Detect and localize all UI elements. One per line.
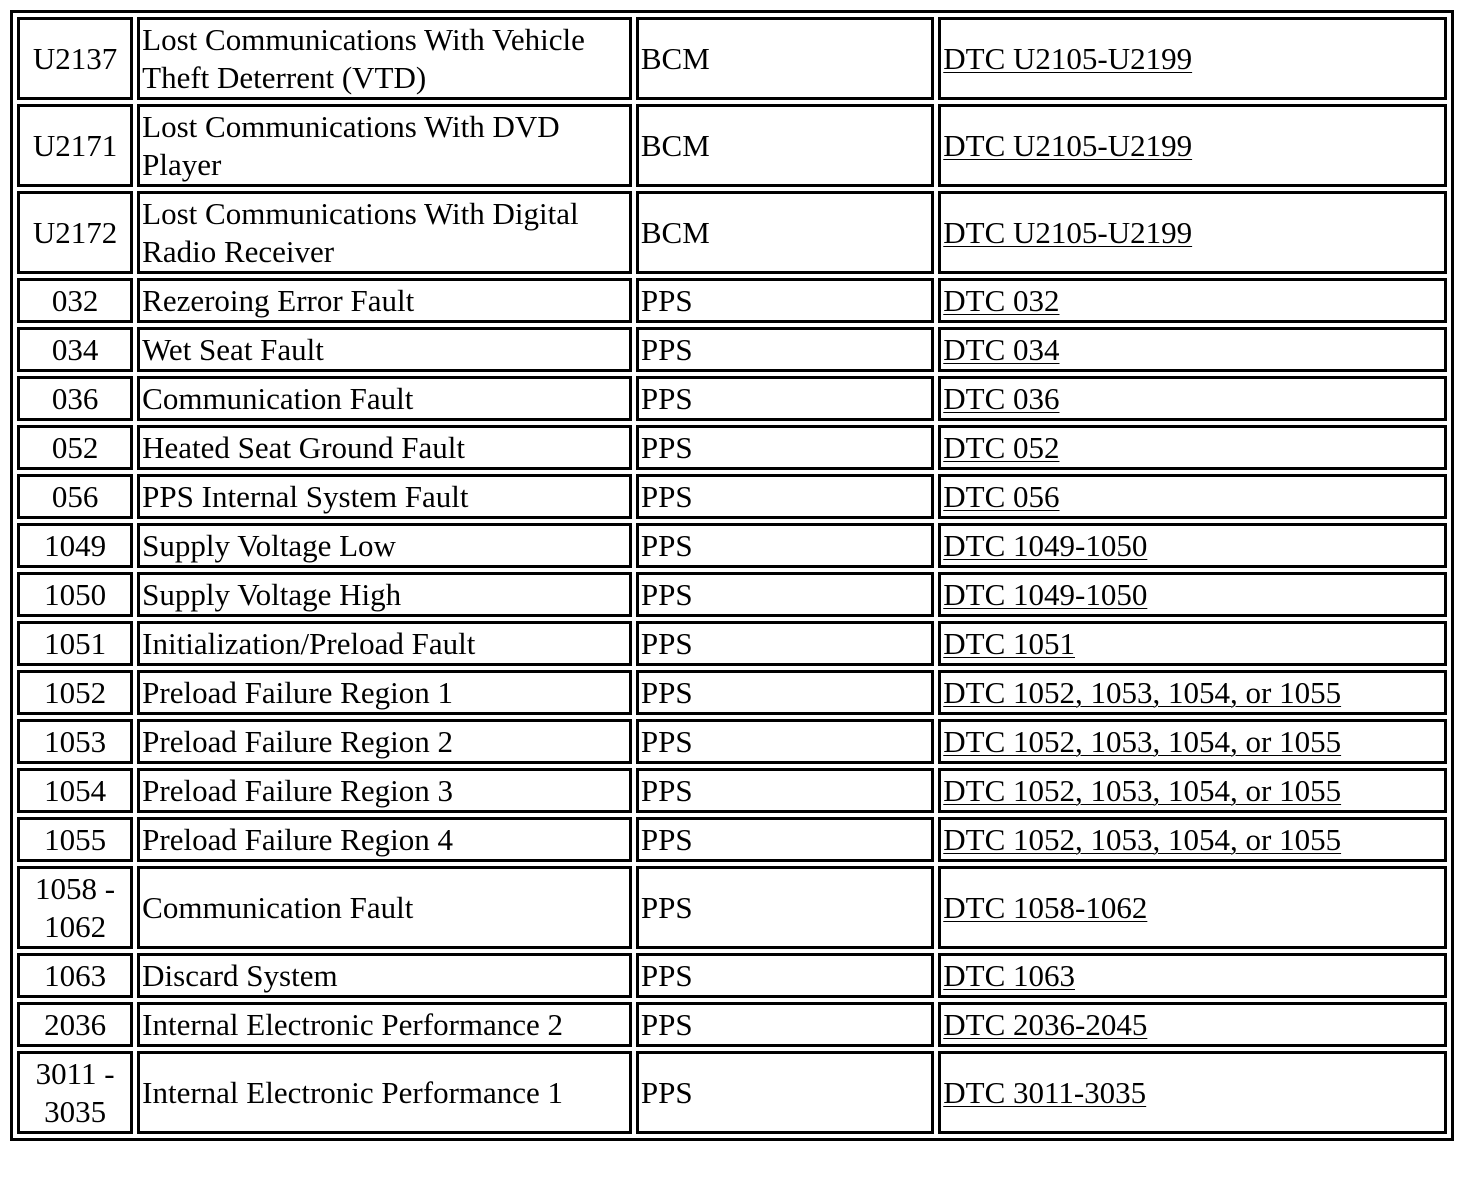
dtc-reference-cell	[938, 621, 1447, 666]
dtc-reference-link[interactable]: DTC 1058-1062	[943, 889, 1148, 925]
dtc-module: BCM	[636, 17, 934, 100]
dtc-module: PPS	[636, 670, 934, 715]
table-row	[17, 425, 1447, 470]
table-row	[17, 278, 1447, 323]
dtc-code: 2036	[17, 1002, 133, 1047]
dtc-reference-cell	[938, 1051, 1447, 1134]
table-row	[17, 670, 1447, 715]
dtc-reference-cell	[938, 670, 1447, 715]
dtc-module: PPS	[636, 278, 934, 323]
dtc-reference-cell	[938, 327, 1447, 372]
dtc-reference-cell	[938, 523, 1447, 568]
table-row	[17, 817, 1447, 862]
dtc-reference-link[interactable]: DTC 052	[943, 429, 1060, 465]
dtc-code: 1054	[17, 768, 133, 813]
dtc-description: Wet Seat Fault	[137, 327, 632, 372]
dtc-description: Communication Fault	[137, 376, 632, 421]
dtc-reference-link[interactable]: DTC 034	[943, 331, 1060, 367]
table-row	[17, 866, 1447, 949]
dtc-reference-link[interactable]: DTC 1052, 1053, 1054, or 1055	[943, 772, 1342, 808]
dtc-reference-link[interactable]: DTC 1063	[943, 957, 1075, 993]
dtc-reference-cell	[938, 278, 1447, 323]
dtc-table	[10, 10, 1454, 1141]
table-row	[17, 719, 1447, 764]
dtc-module: BCM	[636, 104, 934, 187]
dtc-reference-link[interactable]: DTC 1049-1050	[943, 527, 1148, 563]
dtc-reference-cell	[938, 953, 1447, 998]
dtc-code-text: 1058 - 1062	[35, 870, 116, 944]
dtc-reference-link[interactable]: DTC 3011-3035	[943, 1074, 1147, 1110]
dtc-code	[17, 1051, 133, 1134]
table-row	[17, 327, 1447, 372]
dtc-reference-link[interactable]: DTC 056	[943, 478, 1060, 514]
dtc-reference-cell	[938, 104, 1447, 187]
dtc-code: 056	[17, 474, 133, 519]
dtc-description: Lost Communications With DVD Player	[137, 104, 632, 187]
table-row	[17, 523, 1447, 568]
dtc-description: PPS Internal System Fault	[137, 474, 632, 519]
dtc-description: Initialization/Preload Fault	[137, 621, 632, 666]
dtc-module: PPS	[636, 1051, 934, 1134]
dtc-description: Rezeroing Error Fault	[137, 278, 632, 323]
dtc-module: PPS	[636, 327, 934, 372]
dtc-reference-cell	[938, 572, 1447, 617]
dtc-code: 1063	[17, 953, 133, 998]
table-row	[17, 191, 1447, 274]
dtc-table-body	[17, 17, 1447, 1134]
table-row	[17, 17, 1447, 100]
dtc-module: PPS	[636, 719, 934, 764]
dtc-code: U2137	[17, 17, 133, 100]
dtc-description: Lost Communications With Digital Radio Receiver	[137, 191, 632, 274]
dtc-description: Preload Failure Region 2	[137, 719, 632, 764]
table-row	[17, 376, 1447, 421]
dtc-module: PPS	[636, 817, 934, 862]
dtc-description: Supply Voltage High	[137, 572, 632, 617]
dtc-module: PPS	[636, 425, 934, 470]
dtc-module: PPS	[636, 523, 934, 568]
dtc-description: Preload Failure Region 3	[137, 768, 632, 813]
table-row	[17, 1051, 1447, 1134]
dtc-module: PPS	[636, 866, 934, 949]
dtc-reference-link[interactable]: DTC 2036-2045	[943, 1006, 1148, 1042]
dtc-code: 032	[17, 278, 133, 323]
dtc-module: PPS	[636, 768, 934, 813]
table-row	[17, 1002, 1447, 1047]
dtc-reference-cell	[938, 191, 1447, 274]
dtc-reference-cell	[938, 719, 1447, 764]
dtc-code: 1050	[17, 572, 133, 617]
dtc-code: 1055	[17, 817, 133, 862]
dtc-module: PPS	[636, 1002, 934, 1047]
dtc-code: 1053	[17, 719, 133, 764]
dtc-reference-cell	[938, 376, 1447, 421]
dtc-code: 1052	[17, 670, 133, 715]
dtc-reference-link[interactable]: DTC 1052, 1053, 1054, or 1055	[943, 723, 1342, 759]
dtc-reference-link[interactable]: DTC 032	[943, 282, 1060, 318]
dtc-module: PPS	[636, 474, 934, 519]
table-row	[17, 768, 1447, 813]
dtc-code: 034	[17, 327, 133, 372]
dtc-reference-cell	[938, 474, 1447, 519]
dtc-module: PPS	[636, 572, 934, 617]
dtc-code: U2171	[17, 104, 133, 187]
dtc-reference-cell	[938, 768, 1447, 813]
dtc-code: 052	[17, 425, 133, 470]
dtc-reference-cell	[938, 1002, 1447, 1047]
dtc-code: 1049	[17, 523, 133, 568]
dtc-reference-link[interactable]: DTC 1052, 1053, 1054, or 1055	[943, 674, 1342, 710]
dtc-code	[17, 866, 133, 949]
table-row	[17, 953, 1447, 998]
dtc-description: Discard System	[137, 953, 632, 998]
dtc-description: Internal Electronic Performance 1	[137, 1051, 632, 1134]
table-row	[17, 572, 1447, 617]
dtc-reference-link[interactable]: DTC U2105-U2199	[943, 40, 1193, 76]
dtc-description: Preload Failure Region 4	[137, 817, 632, 862]
dtc-description: Preload Failure Region 1	[137, 670, 632, 715]
table-row	[17, 474, 1447, 519]
dtc-code: 1051	[17, 621, 133, 666]
dtc-description: Supply Voltage Low	[137, 523, 632, 568]
dtc-module: PPS	[636, 621, 934, 666]
dtc-description: Heated Seat Ground Fault	[137, 425, 632, 470]
dtc-reference-link[interactable]: DTC U2105-U2199	[943, 214, 1193, 250]
dtc-reference-link[interactable]: DTC 1049-1050	[943, 576, 1148, 612]
dtc-description: Lost Communications With Vehicle Theft Deterrent (VTD)	[137, 17, 632, 100]
dtc-reference-cell	[938, 425, 1447, 470]
dtc-code: 036	[17, 376, 133, 421]
dtc-reference-cell	[938, 866, 1447, 949]
dtc-description: Internal Electronic Performance 2	[137, 1002, 632, 1047]
table-row	[17, 104, 1447, 187]
dtc-code-text: 3011 - 3035	[35, 1055, 115, 1129]
dtc-module: PPS	[636, 953, 934, 998]
dtc-reference-cell	[938, 17, 1447, 100]
dtc-description: Communication Fault	[137, 866, 632, 949]
dtc-reference-link[interactable]: DTC 1051	[943, 625, 1075, 661]
dtc-code: U2172	[17, 191, 133, 274]
dtc-reference-link[interactable]: DTC U2105-U2199	[943, 127, 1193, 163]
table-row	[17, 621, 1447, 666]
dtc-module: BCM	[636, 191, 934, 274]
dtc-reference-link[interactable]: DTC 1052, 1053, 1054, or 1055	[943, 821, 1342, 857]
dtc-reference-cell	[938, 817, 1447, 862]
dtc-module: PPS	[636, 376, 934, 421]
dtc-reference-link[interactable]: DTC 036	[943, 380, 1060, 416]
